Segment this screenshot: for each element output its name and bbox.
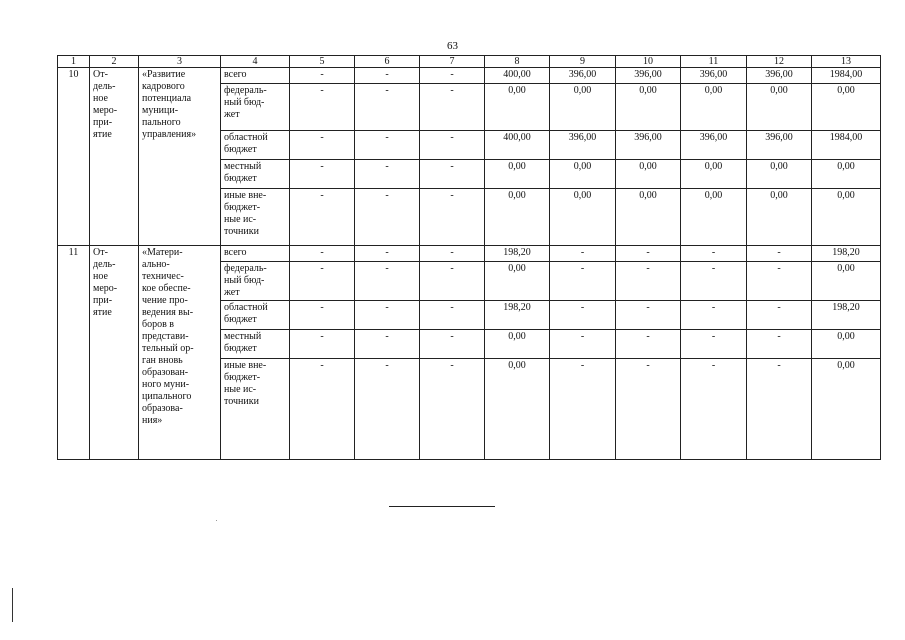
value-cell: 0,00 <box>485 262 550 301</box>
value-cell: 198,20 <box>812 246 881 262</box>
value-cell: - <box>355 68 420 84</box>
value-cell: 0,00 <box>485 84 550 131</box>
value-cell: - <box>616 359 681 460</box>
value-cell: - <box>550 330 616 359</box>
funding-source-cell: иные вне- бюджет- ные ис- точники <box>221 359 290 460</box>
value-cell: 396,00 <box>681 68 747 84</box>
header-cell: 11 <box>681 56 747 68</box>
header-cell: 1 <box>58 56 90 68</box>
value-cell: - <box>355 246 420 262</box>
value-cell: - <box>616 246 681 262</box>
value-cell: - <box>355 84 420 131</box>
value-cell: - <box>355 262 420 301</box>
value-cell: - <box>290 330 355 359</box>
value-cell: 0,00 <box>681 160 747 189</box>
value-cell: 198,20 <box>485 246 550 262</box>
value-cell: - <box>747 246 812 262</box>
header-cell: 9 <box>550 56 616 68</box>
header-cell: 8 <box>485 56 550 68</box>
funding-source-cell: федераль- ный бюд- жет <box>221 84 290 131</box>
value-cell: 0,00 <box>812 189 881 246</box>
value-cell: 0,00 <box>747 84 812 131</box>
funding-source-cell: местный бюджет <box>221 330 290 359</box>
activity-name-cell: «Матери- ально- техничес- кое обеспе- чение про- ведения вы- боров в представи- тельный ор- ган вновь образован- ного муни- ципального образова- ния» <box>139 246 221 460</box>
value-cell: 0,00 <box>485 330 550 359</box>
value-cell: - <box>420 246 485 262</box>
value-cell: - <box>290 160 355 189</box>
value-cell: 1984,00 <box>812 131 881 160</box>
value-cell: - <box>290 359 355 460</box>
value-cell: - <box>681 246 747 262</box>
value-cell: 0,00 <box>550 160 616 189</box>
value-cell: 0,00 <box>747 189 812 246</box>
value-cell: 0,00 <box>812 160 881 189</box>
value-cell: 0,00 <box>812 262 881 301</box>
value-cell: - <box>616 330 681 359</box>
header-cell: 10 <box>616 56 681 68</box>
table-row <box>58 68 881 84</box>
value-cell: - <box>420 131 485 160</box>
value-cell: 0,00 <box>485 160 550 189</box>
value-cell: - <box>616 262 681 301</box>
value-cell: 0,00 <box>812 330 881 359</box>
value-cell: - <box>420 359 485 460</box>
funding-source-cell: областной бюджет <box>221 131 290 160</box>
table-row <box>58 246 881 262</box>
value-cell: 0,00 <box>812 84 881 131</box>
value-cell: - <box>747 359 812 460</box>
value-cell: 0,00 <box>485 359 550 460</box>
funding-source-cell: федераль- ный бюд- жет <box>221 262 290 301</box>
value-cell: 0,00 <box>616 160 681 189</box>
value-cell: - <box>355 301 420 330</box>
value-cell: 0,00 <box>747 160 812 189</box>
value-cell: - <box>355 330 420 359</box>
value-cell: - <box>355 131 420 160</box>
value-cell: 0,00 <box>681 189 747 246</box>
value-cell: 396,00 <box>681 131 747 160</box>
value-cell: 396,00 <box>747 131 812 160</box>
value-cell: - <box>355 359 420 460</box>
funding-source-cell: областной бюджет <box>221 301 290 330</box>
value-cell: 396,00 <box>616 68 681 84</box>
value-cell: - <box>290 131 355 160</box>
funding-source-cell: всего <box>221 246 290 262</box>
value-cell: - <box>616 301 681 330</box>
activity-type-cell: От- дель- ное меро- при- ятие <box>90 68 139 246</box>
value-cell: - <box>747 301 812 330</box>
value-cell: 396,00 <box>747 68 812 84</box>
budget-table <box>57 55 881 460</box>
value-cell: - <box>420 189 485 246</box>
scan-dot <box>216 520 217 521</box>
activity-type-cell: От- дель- ное меро- при- ятие <box>90 246 139 460</box>
value-cell: - <box>550 301 616 330</box>
value-cell: 0,00 <box>681 84 747 131</box>
value-cell: - <box>420 301 485 330</box>
value-cell: - <box>747 262 812 301</box>
value-cell: - <box>355 160 420 189</box>
value-cell: - <box>420 262 485 301</box>
value-cell: 0,00 <box>616 84 681 131</box>
value-cell: - <box>681 359 747 460</box>
value-cell: 0,00 <box>812 359 881 460</box>
value-cell: 0,00 <box>550 84 616 131</box>
margin-mark <box>12 588 13 622</box>
value-cell: - <box>290 189 355 246</box>
header-cell: 13 <box>812 56 881 68</box>
value-cell: - <box>681 330 747 359</box>
funding-source-cell: иные вне- бюджет- ные ис- точники <box>221 189 290 246</box>
header-cell: 2 <box>90 56 139 68</box>
value-cell: 1984,00 <box>812 68 881 84</box>
value-cell: 198,20 <box>812 301 881 330</box>
value-cell: - <box>550 262 616 301</box>
value-cell: - <box>420 330 485 359</box>
value-cell: 396,00 <box>616 131 681 160</box>
value-cell: - <box>747 330 812 359</box>
value-cell: - <box>681 301 747 330</box>
value-cell: - <box>290 301 355 330</box>
value-cell: - <box>290 68 355 84</box>
value-cell: - <box>550 246 616 262</box>
value-cell: - <box>355 189 420 246</box>
row-number-cell: 10 <box>58 68 90 246</box>
header-cell: 7 <box>420 56 485 68</box>
value-cell: - <box>420 84 485 131</box>
separator-line <box>389 506 495 507</box>
header-row <box>58 56 881 68</box>
value-cell: - <box>290 246 355 262</box>
value-cell: - <box>681 262 747 301</box>
value-cell: 400,00 <box>485 68 550 84</box>
value-cell: 198,20 <box>485 301 550 330</box>
value-cell: - <box>290 84 355 131</box>
value-cell: 0,00 <box>550 189 616 246</box>
value-cell: 0,00 <box>485 189 550 246</box>
value-cell: 396,00 <box>550 68 616 84</box>
row-number-cell: 11 <box>58 246 90 460</box>
value-cell: - <box>420 160 485 189</box>
value-cell: - <box>290 262 355 301</box>
page-number: 63 <box>447 40 458 52</box>
value-cell: 400,00 <box>485 131 550 160</box>
value-cell: 396,00 <box>550 131 616 160</box>
value-cell: 0,00 <box>616 189 681 246</box>
value-cell: - <box>420 68 485 84</box>
header-cell: 4 <box>221 56 290 68</box>
header-cell: 12 <box>747 56 812 68</box>
activity-name-cell: «Развитие кадрового потенциала муници- пального управления» <box>139 68 221 246</box>
funding-source-cell: местный бюджет <box>221 160 290 189</box>
header-cell: 6 <box>355 56 420 68</box>
header-cell: 5 <box>290 56 355 68</box>
value-cell: - <box>550 359 616 460</box>
header-cell: 3 <box>139 56 221 68</box>
funding-source-cell: всего <box>221 68 290 84</box>
